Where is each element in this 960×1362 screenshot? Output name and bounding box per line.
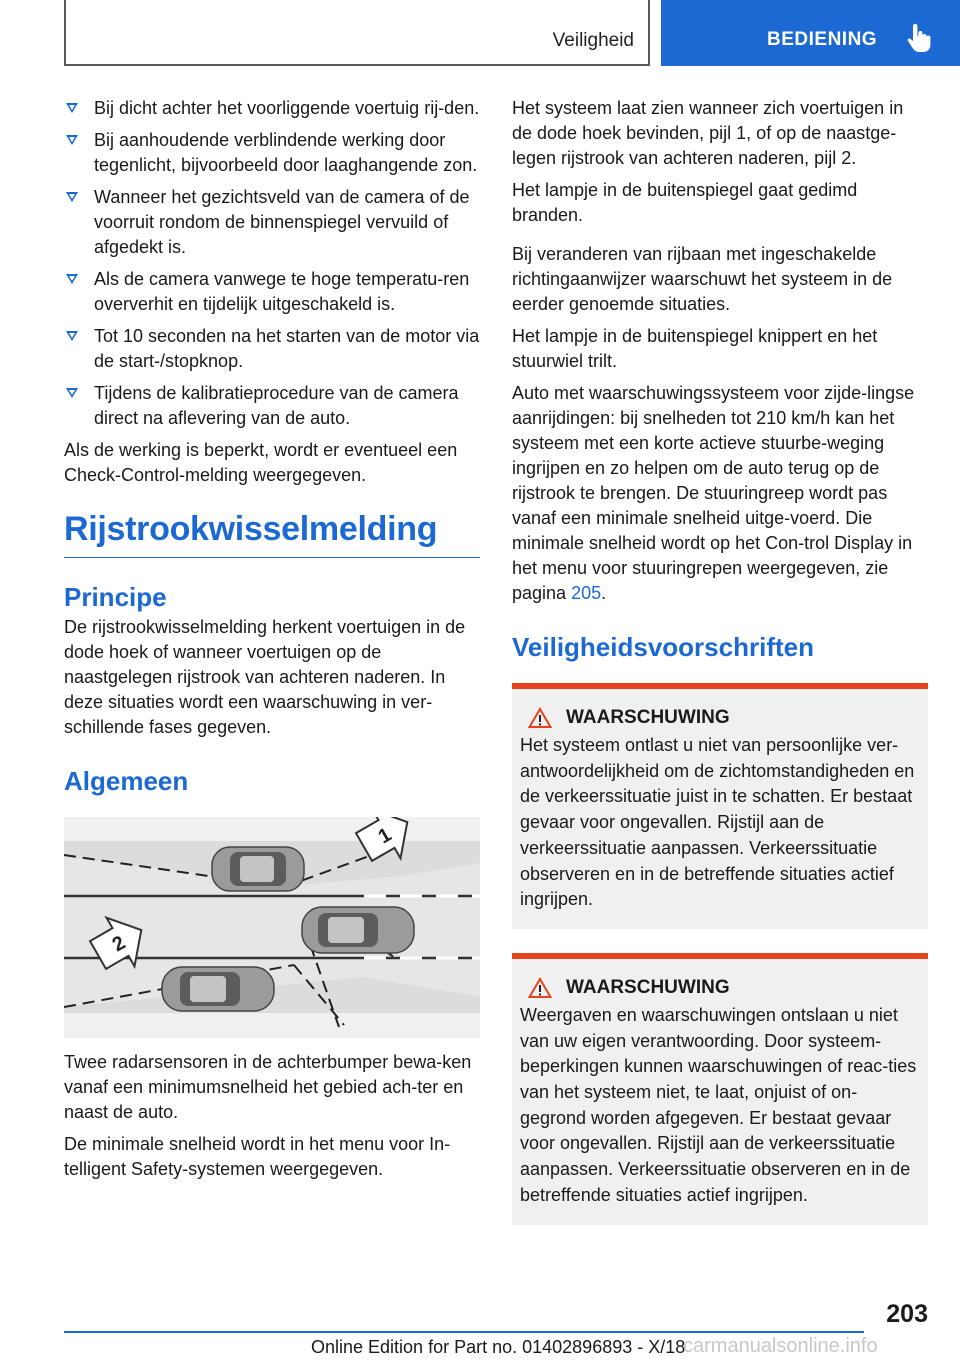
- triangle-bullet-icon: [66, 135, 78, 145]
- edition-text: Online Edition for Part no. 01402896893 - X/18: [311, 1337, 686, 1357]
- principe-paragraph: De rijstrookwisselmelding herkent voertuigen in de dode hoek of wanneer voertuigen op de naastgelegen rijstrook van achteren naderen. In deze situaties wordt een waarschuwing in ver-schillende fases gegeven.: [64, 617, 466, 737]
- lane-change-diagram: [64, 817, 480, 1038]
- header-chapter-tab[interactable]: [661, 0, 960, 66]
- caption-paragraph: Twee radarsensoren in de achterbumper bewa-ken vanaf een minimumsnelheid het gebied ach-ter en naast de auto.: [64, 1052, 472, 1122]
- list-item: Wanneer het gezichtsveld van de camera of de voorruit rondom de binnenspiegel vervuild of afgedekt is.: [64, 185, 480, 260]
- triangle-bullet-icon: [66, 192, 78, 202]
- header-section-tab: [64, 0, 650, 66]
- paragraph: Het lampje in de buitenspiegel knippert en het stuurwiel trilt.: [512, 326, 878, 371]
- caption-paragraph: De minimale snelheid wordt in het menu voor In-telligent Safety-systemen weergegeven.: [64, 1134, 451, 1179]
- triangle-bullet-icon: [66, 103, 78, 113]
- list-item: Tijdens de kalibratieprocedure van de camera direct na aflevering van de auto.: [64, 381, 480, 431]
- page-number: 203: [886, 1300, 928, 1328]
- page-link[interactable]: 205: [571, 583, 602, 603]
- triangle-bullet-icon: [66, 331, 78, 341]
- warning-title-row: [528, 977, 920, 999]
- warning-title: WAARSCHUWING: [566, 976, 730, 998]
- warning-triangle-icon: [528, 977, 552, 999]
- chapter-heading: Rijstrookwisselmelding: [64, 510, 480, 558]
- warning-title-row: [528, 707, 920, 729]
- paragraph: Als de werking is beperkt, wordt er eventueel een Check-Control-melding weergegeven.: [64, 440, 458, 485]
- paragraph: Bij veranderen van rijbaan met ingeschakelde richtingaanwijzer waarschuwt het systeem in de eerder genoemde situaties.: [512, 244, 893, 314]
- paragraph: Het systeem laat zien wanneer zich voertuigen in de dode hoek bevinden, pijl 1, of op de naastge-legen rijstrook van achteren naderen, pijl 2.: [512, 98, 904, 168]
- watermark: carmanualsonline.info: [683, 1335, 878, 1357]
- triangle-bullet-icon: [66, 388, 78, 398]
- right-column: [512, 96, 928, 1237]
- paragraph: Het lampje in de buitenspiegel gaat gedimd branden.: [512, 180, 858, 225]
- principe-heading: Principe: [64, 582, 167, 612]
- warning-title: WAARSCHUWING: [566, 707, 730, 728]
- paragraph: Auto met waarschuwingssysteem voor zijde-lingse aanrijdingen: bij snelheden tot 210 km/h kan het systeem met een korte actieve stuurbe-weging ingrijpen en zo helpen om de auto terug op de rijstrook te brengen. De stuuringreep wordt pas vanaf een minimale snelheid uitge-voerd. Die minimale snelheid wordt op het Con-trol Display in het menu voor stuuringrepen weergegeven, zie pagina 205.: [512, 383, 915, 603]
- safety-heading: Veiligheidsvoorschriften: [512, 632, 814, 662]
- triangle-bullet-icon: [66, 274, 78, 284]
- list-item: Bij aanhoudende verblindende werking door tegenlicht, bijvoorbeeld door laaghangende zon.: [64, 128, 480, 178]
- warning-text: Het systeem ontlast u niet van persoonlijke ver-antwoordelijkheid om de zichtomstandigheden en de verkeerssituatie juist in te schatten. Er bestaat gevaar voor ongevallen. Rijstijl aan de verkeerssituatie aanpassen. Verkeerssituatie observeren en in de betreffende situaties actief ingrijpen.: [520, 735, 915, 910]
- arrow-label-2: 2: [108, 931, 130, 957]
- chapter-title: BEDIENING: [767, 29, 878, 50]
- list-item: Tot 10 seconden na het starten van de motor via de start-/stopknop.: [64, 324, 480, 374]
- section-title: Veiligheid: [552, 30, 634, 51]
- hand-pointer-icon: [905, 22, 935, 54]
- list-item: Bij dicht achter het voorliggende voertuig rij-den.: [64, 96, 480, 121]
- arrow-label-1: 1: [374, 823, 396, 849]
- list-item: Als de camera vanwege te hoge temperatu-ren oververhit en tijdelijk uitgeschakeld is.: [64, 267, 480, 317]
- algemeen-heading: Algemeen: [64, 766, 189, 796]
- warning-triangle-icon: [528, 707, 552, 729]
- warning-box: [512, 953, 928, 1225]
- warning-box: [512, 683, 928, 929]
- footer-divider: [64, 1331, 864, 1333]
- warning-text: Weergaven en waarschuwingen ontslaan u niet van uw eigen verantwoording. Door systeem-beperkingen kunnen waarschuwingen of reac-ties van het systeem niet, te laat, onjuist of on-gegrond worden afgegeven. Er bestaat gevaar voor ongevallen. Rijstijl aan de verkeerssituatie aanpassen. Verkeerssituatie observeren en in de betreffende situaties actief ingrijpen.: [520, 1004, 917, 1205]
- bullet-list: [64, 96, 480, 431]
- left-column: [64, 96, 480, 1189]
